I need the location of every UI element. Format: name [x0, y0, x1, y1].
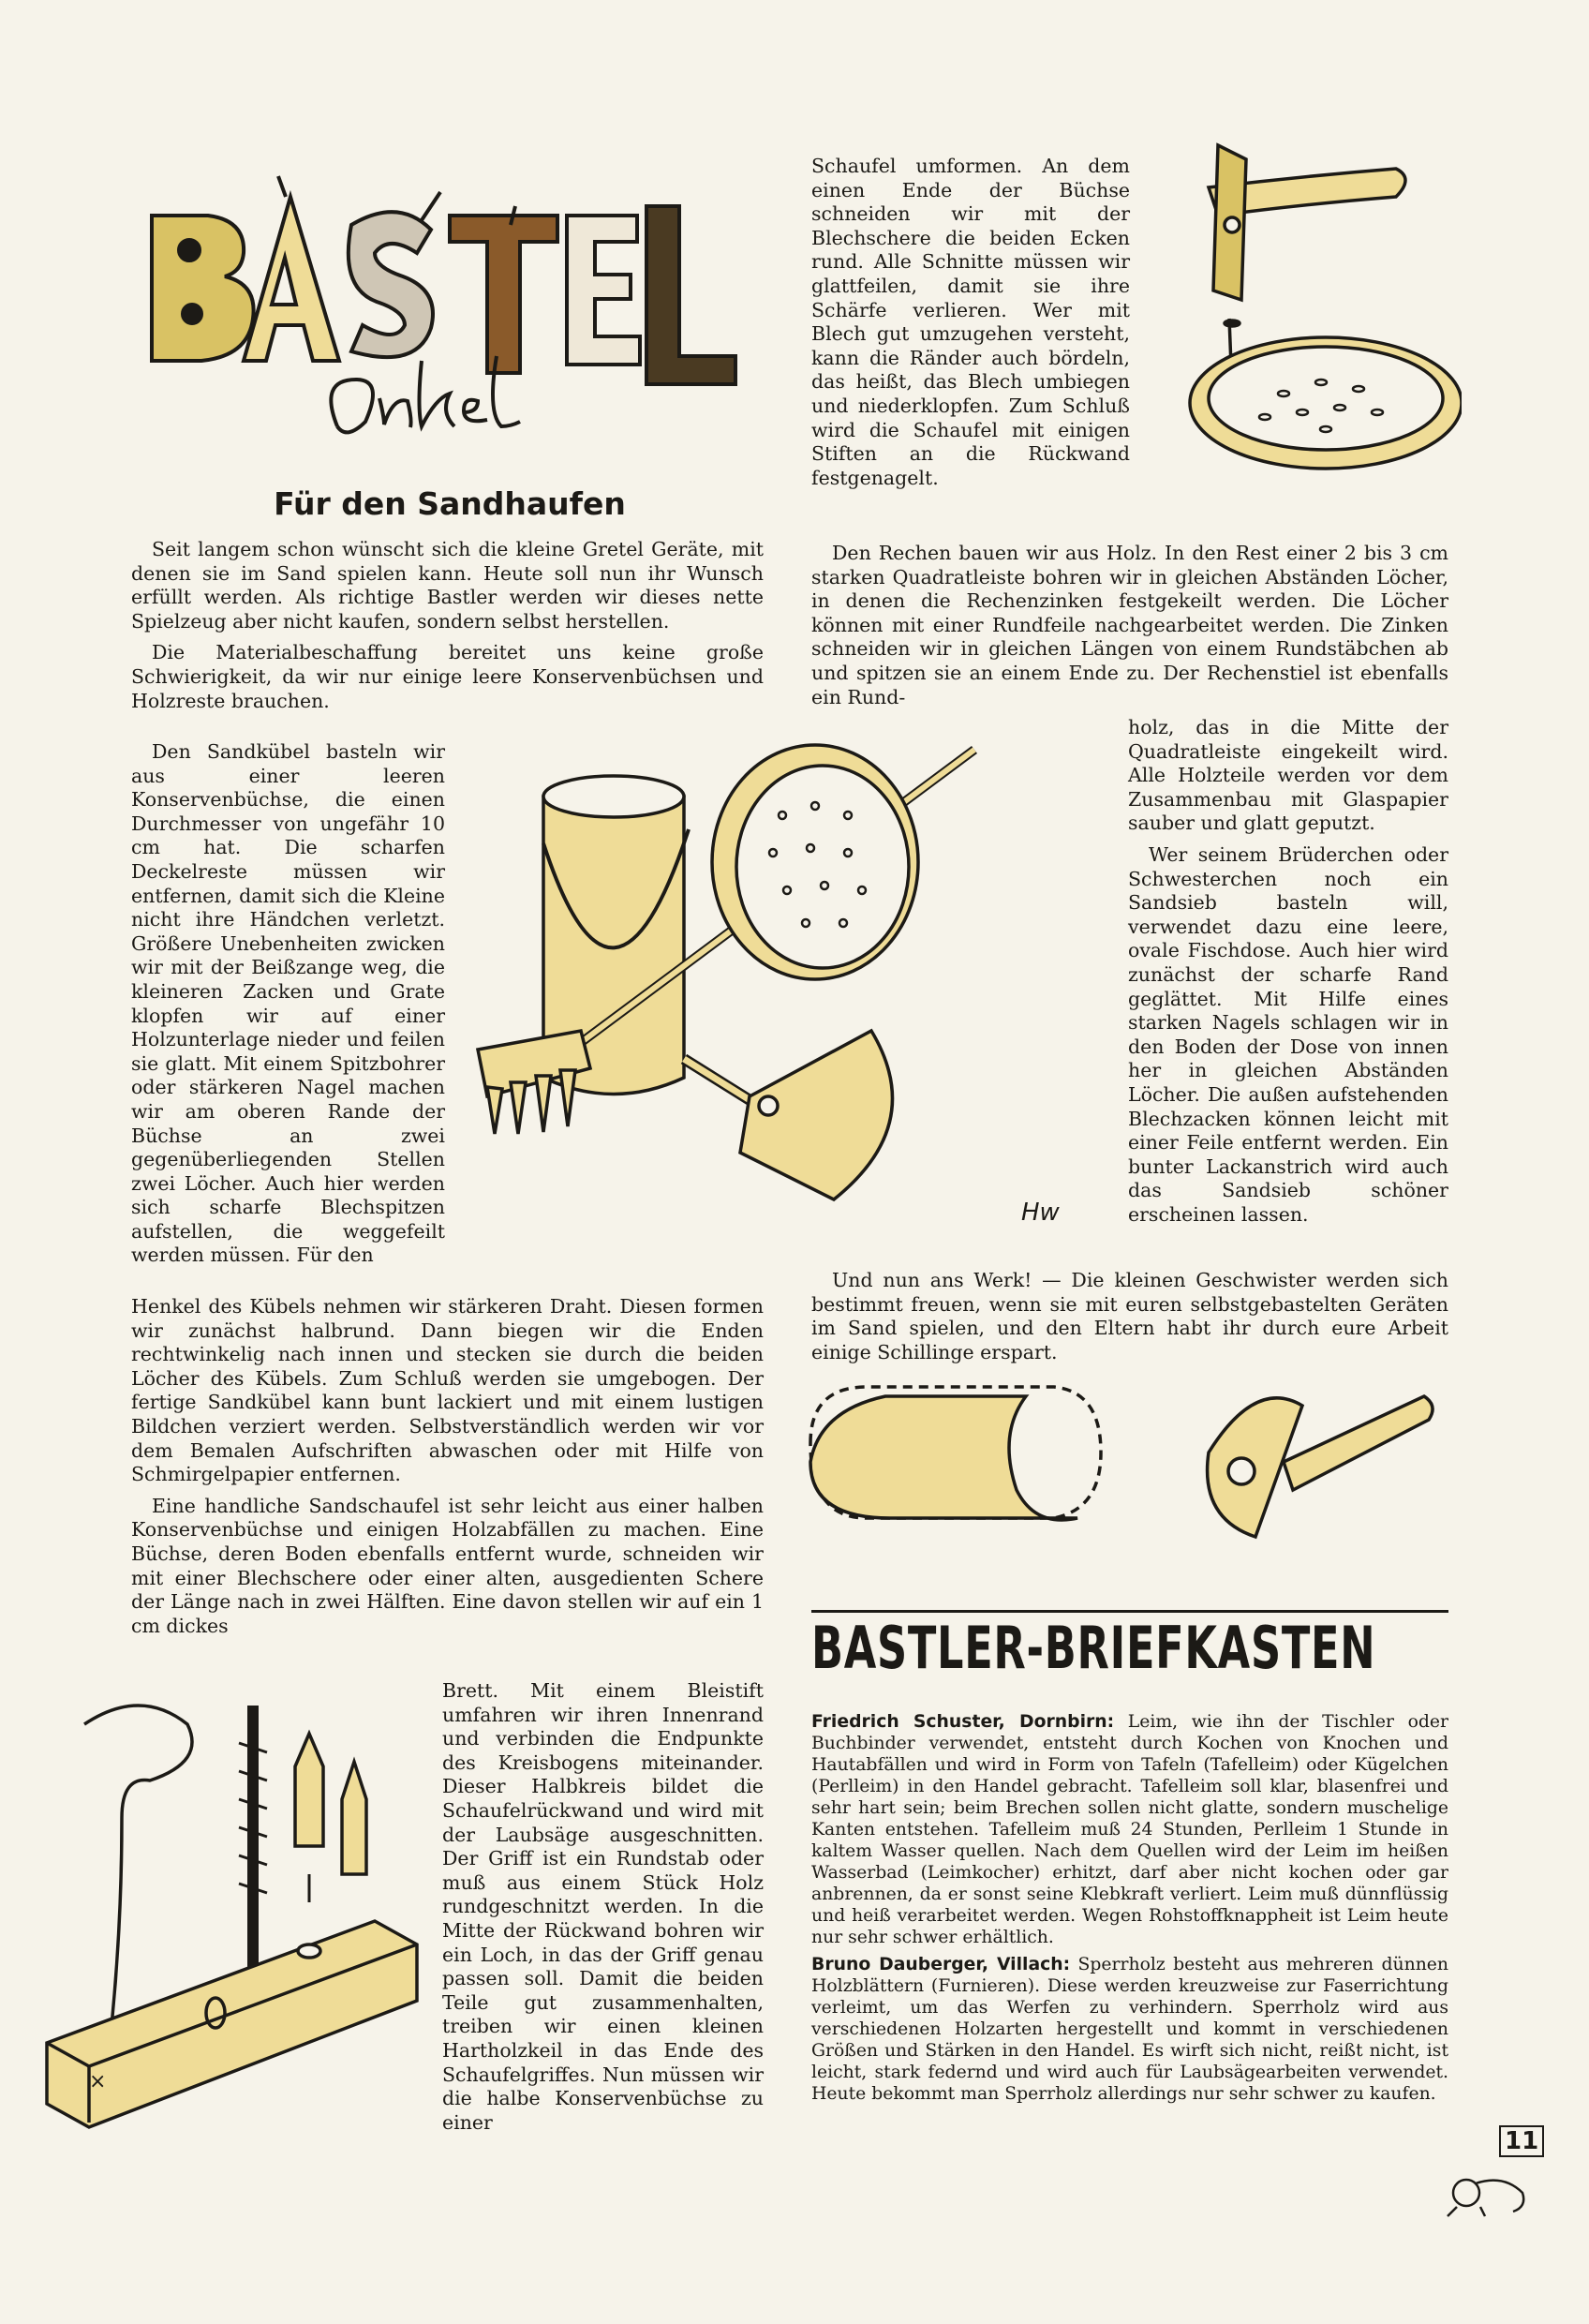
article-title: Für den Sandhaufen — [274, 485, 626, 522]
left-shovel-text — [442, 1679, 764, 2142]
rake-assembly-illustration — [37, 1687, 440, 2155]
tools-illustration — [468, 740, 1115, 1274]
paragraph: Den Rechen bauen wir aus Holz. In den Rest einer 2 bis 3 cm starken Quadratleiste bohren wir in gleichen Abständen Löcher, in denen die Rechenzinken festgekeilt werden. Die Löcher können mit einer Rundfeile nachgearbeitet werden. Die Zinken schneiden wir in gleichen Längen von einem Rundstäbchen ab und spitzen sie an einem Ende zu. Der Rechenstiel ist ebenfalls ein Rund- — [811, 542, 1448, 708]
signature: Hw — [1021, 1199, 1060, 1227]
entry-name: Friedrich Schuster, Dornbirn: — [811, 1712, 1115, 1732]
right-rake-text — [811, 542, 1448, 717]
paragraph: Schaufel umformen. An dem einen Ende der Büchse schneiden wir mit der Blechschere die beiden Ecken rund. Alle Schnitte müssen wir glattfeilen, damit sie ihre Schärfe verlieren. Wer mit Blech gut umzugehen versteht, kann die Ränder auch bördeln, das heißt, das Blech umbiegen und niederklopfen. Zum Schluß wird die Schaufel mit einigen Stiften an die Rückwand festgenagelt. — [811, 155, 1130, 489]
shovel-parts-illustration — [796, 1368, 1452, 1593]
svg-text:×: × — [89, 2070, 107, 2093]
entry-name: Bruno Dauberger, Villach: — [811, 1955, 1071, 1974]
entry-text: Sperrholz besteht aus mehreren dünnen Holzblättern (Furnieren). Diese werden kreuzweise zur Faserrichtung verleimt, um das Werfen zu verhindern. Sperrholz wird aus verschiedenen Holzarten hergestellt und kommt in verschiedenen Größen und Stärken in den Handel. Es wirft sich nicht, reißt nicht, ist leicht, stark federnd und wird auch für Laubsägearbeiten verwendet. Heute bekommt man Sperrholz allerdings nur sehr schwer zu kaufen. — [811, 1955, 1448, 2104]
left-intro — [131, 538, 764, 721]
right-shovel-text — [811, 155, 1130, 498]
briefkasten-entries — [811, 1711, 1448, 2110]
bastel-onkel-logo — [141, 173, 759, 454]
paragraph: Brett. Mit einem Bleistift umfahren wir ihren Innenrand und verbinden die Endpunkte des Kreisbogens miteinander. Dieser Halbkreis bildet die Schaufelrückwand und wird mit der Laubsäge ausgeschnitten. Der Griff ist ein Rundstab oder muß aus einem Stück Holz rundgeschnitzt werden. In die Mitte der Rückwand bohren wir ein Loch, in das der Griff genau passen soll. Damit die beiden Teile gut zusammenhalten, treiben wir einen kleinen Hartholzkeil in das Ende des Schaufelgriffes. Nun müssen wir die halbe Konservenbüchse zu einer — [442, 1679, 764, 2134]
paragraph: Seit langem schon wünscht sich die kleine Gretel Geräte, mit denen sie im Sand spielen kann. Heute soll nun ihr Wunsch erfüllt werden. Als richtige Bastler werden wir dieses nette Spielzeug aber nicht kaufen, sondern selbst herstellen. — [131, 538, 764, 633]
paragraph: Wer seinem Brüderchen oder Schwesterchen noch ein Sandsieb basteln will, verwendet dazu eine leere, ovale Fischdose. Auch hier wird zunächst der scharfe Rand geglättet. Mit Hilfe eines starken Nagels schlagen wir in den Boden der Dose von innen her in gleichen Abständen Löcher. Die außen aufstehenden Blechzacken können leicht mit einer Feile entfernt werden. Ein bunter Lackanstrich wird auch das Sandsieb schöner erscheinen lassen. — [1128, 842, 1448, 1226]
briefkasten-title: BASTLER-BRIEFKASTEN — [811, 1614, 1376, 1682]
paragraph: holz, das in die Mitte der Quadratleiste eingekeilt wird. Alle Holzteile werden vor dem Zusammenbau mit Glaspapier sauber und glatt geputzt. — [1128, 716, 1448, 835]
right-closing-text — [811, 1269, 1448, 1372]
left-bucket-text — [131, 740, 445, 1275]
left-handle-text — [131, 1295, 764, 1646]
page-number: 11 — [1499, 2125, 1544, 2157]
paragraph: Eine handliche Sandschaufel ist sehr leicht aus einer halben Konservenbüchse und einigen Holzabfällen zu machen. Eine Büchse, deren Boden ebenfalls entfernt wurde, schneiden wir mit einer Blechschere oder einer alten, ausgedienten Schere der Länge nach in zwei Hälften. Eine davon stellen wir auf ein 1 cm dickes — [131, 1494, 764, 1637]
paragraph: Und nun ans Werk! — Die kleinen Geschwister werden sich bestimmt freuen, wenn sie mit euren selbstgebastelten Geräten im Sand spielen, und den Eltern habt ihr durch eure Arbeit einige Schillinge erspart. — [811, 1269, 1448, 1363]
paragraph: Die Materialbeschaffung bereitet uns keine große Schwierigkeit, da wir nur einige leere Konservenbüchsen und Holzreste brauchen. — [131, 641, 764, 712]
briefkasten-divider — [811, 1610, 1448, 1613]
briefkasten-entry — [811, 1954, 1448, 2105]
paragraph: Den Sandkübel basteln wir aus einer leeren Konservenbüchse, die einen Durchmesser von ungefähr 10 cm hat. Die scharfen Deckelreste müssen wir entfernen, damit sich die Kleine nicht ihre Händchen verletzt. Größere Unebenheiten zwicken wir mit der Beißzange weg, die kleineren Zacken und Grate klopfen wir auf einer Holzunterlage nieder und feilen sie glatt. Mit einem Spitzbohrer oder stärkeren Nagel machen wir am oberen Rande der Büchse an zwei gegenüberliegenden Stellen zwei Löcher. Auch hier werden sich scharfe Blechspitzen aufstellen, die weggefeilt werden müssen. Für den — [131, 740, 445, 1267]
mascot-icon — [1438, 2155, 1541, 2221]
entry-text: Leim, wie ihn der Tischler oder Buchbinder verwendet, entsteht durch Kochen von Knochen und Hautabfällen und wird in Form von Tafeln (Tafelleim) oder Kügelchen (Perlleim) in den Handel gebracht. Tafelleim soll klar, blasenfrei und sehr hart sein; beim Brechen sollen nicht glatte, sondern muschelige Kanten entstehen. Tafelleim muß 24 Stunden, Perlleim 1 Stunde in kaltem Wasser quellen. Nach dem Quellen wird der Leim im heißen Wasserbad (Leimkocher) erhitzt, darf aber nicht kochen oder gar anbrennen, da er sonst seine Klebkraft verliert. Leim muß dünnflüssig und heiß verarbeitet werden. Wegen Rohstoffknappheit ist Leim heute nur sehr schwer erhältlich. — [811, 1712, 1448, 1947]
wood-bar — [47, 1921, 417, 2127]
briefkasten-entry — [811, 1711, 1448, 1948]
hammer-sieve-illustration — [1143, 131, 1462, 525]
paragraph: Henkel des Kübels nehmen wir stärkeren Draht. Diesen formen wir zunächst halbrund. Dann biegen wir die Enden rechtwinkelig nach innen und stecken sie durch die beiden Löcher des Kübels. Zum Schluß werden sie umgebogen. Der fertige Sandkübel kann bunt lackiert und mit einem lustigen Bildchen verziert werden. Selbstverständlich werden wir vor dem Bemalen Aufschriften abwaschen oder mit Hilfe von Schmirgelpapier entfernen. — [131, 1295, 764, 1486]
right-sieve-text — [1128, 716, 1448, 1234]
